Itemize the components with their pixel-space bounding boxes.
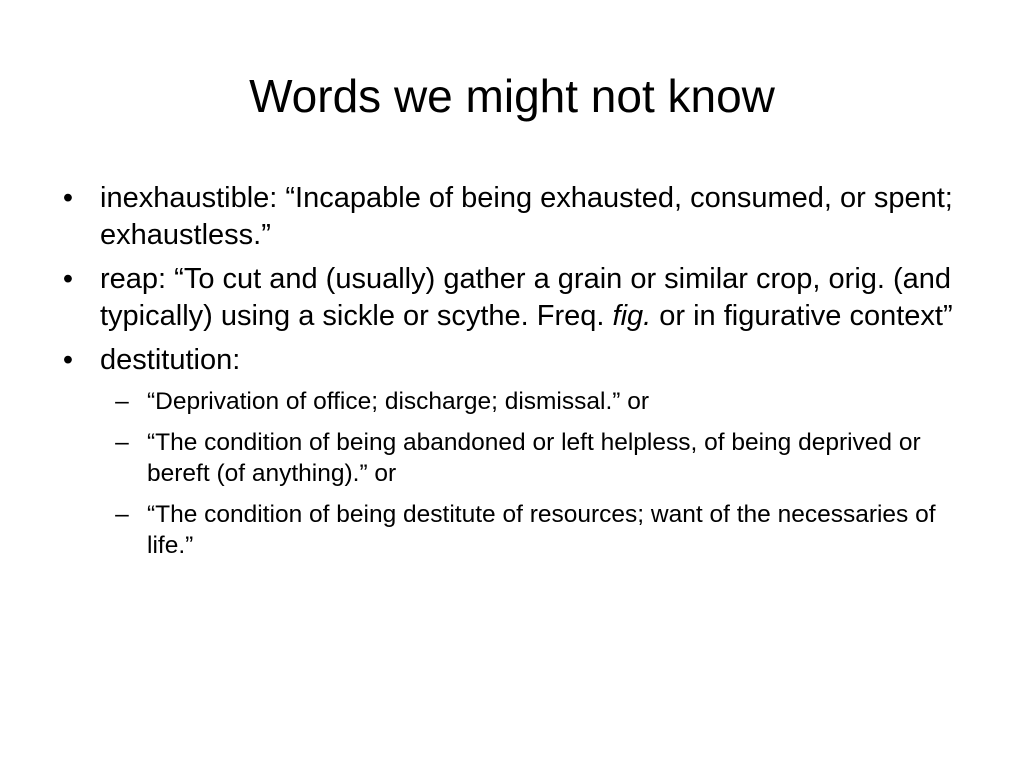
sub-item-text: “Deprivation of office; discharge; dismissal.” or	[147, 388, 649, 415]
bullet-item-destitution	[58, 342, 968, 379]
dash-icon: –	[115, 501, 129, 528]
slide-title: Words we might not know	[249, 70, 775, 122]
bullet-text: destitution:	[100, 344, 241, 376]
bullet-text-part: reap: “To cut and (usually) gather a grain or similar crop, orig. (and typically) using a sickle or scythe. Freq.	[100, 263, 952, 332]
slide-body	[58, 180, 968, 571]
bullet-item-reap	[58, 261, 968, 335]
bullet-text-italic: fig.	[612, 300, 652, 332]
bullet-text: inexhaustible: “Incapable of being exhausted, consumed, or spent; exhaustless.”	[100, 182, 953, 251]
sub-list-destitution	[112, 386, 968, 561]
bullet-icon: •	[62, 182, 74, 214]
sub-item	[112, 499, 968, 561]
bullet-icon: •	[62, 263, 74, 295]
bullet-text	[100, 263, 953, 332]
sub-item	[112, 386, 968, 417]
sub-item-text: “The condition of being destitute of resources; want of the necessaries of life.”	[147, 501, 936, 559]
dash-icon: –	[115, 388, 129, 415]
bullet-icon: •	[62, 344, 74, 376]
bullet-text-part: or in figurative context”	[651, 300, 953, 332]
sub-item	[112, 427, 968, 489]
sub-item-text: “The condition of being abandoned or left helpless, of being deprived or bereft (of anything).” or	[147, 429, 921, 487]
dash-icon: –	[115, 429, 129, 456]
bullet-item-inexhaustible	[58, 180, 968, 254]
